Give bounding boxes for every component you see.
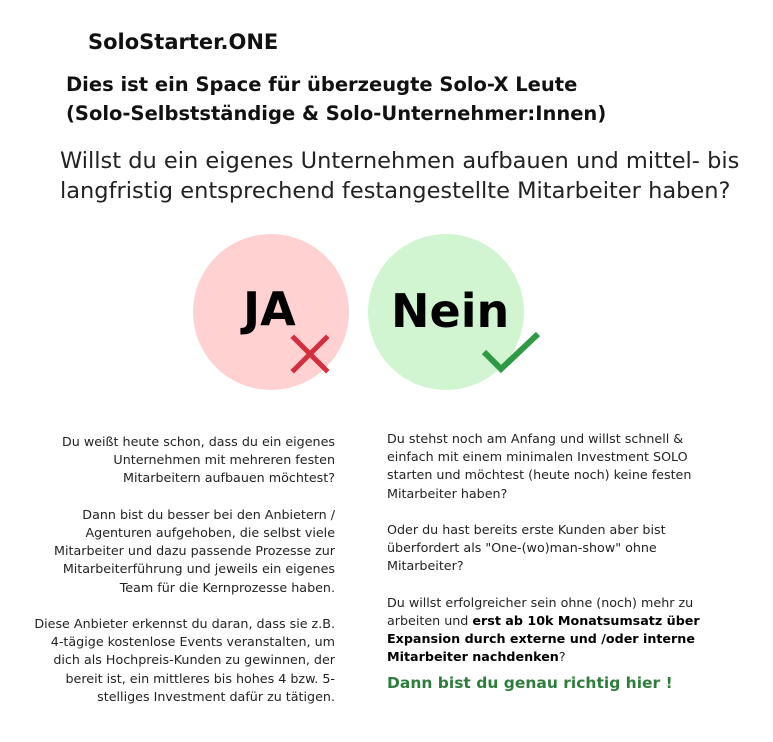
text-line: Oder du hast bereits erste Kunden aber bist [387,522,666,537]
text-line: dich als Hochpreis-Kunden zu gewinnen, der [53,652,335,668]
text-line: Du stehst noch am Anfang und willst schnell & [387,431,684,446]
text-line: Du willst erfolgreicher sein ohne (noch) mehr zu [387,594,694,610]
text-line: Mitarbeiter haben? [387,485,508,501]
text-line: einfach mit einem minimalen Investment SOLO [387,449,688,465]
text-line: Mitarbeiter? [387,558,464,574]
text-line: Diese Anbieter erkennst du daran, dass sie z.B. [34,616,335,631]
text-line: Mitarbeiter und dazu passende Prozesse zur [54,543,335,559]
bold-text: Expansion durch externe und /oder interne [387,631,695,647]
right-paragraph-3 [387,594,747,667]
text-line: Mitarbeitern aufbauen möchtest? [123,470,335,486]
text-line: Dann bist du besser bei den Anbietern / [82,506,335,522]
text-line: Agenturen aufgehoben, die selbst viele [85,525,335,540]
tagline-line-2: (Solo-Selbstständige & Solo-Unternehmer:Innen) [66,102,607,125]
bold-text: erst ab 10k Monatsumsatz über [472,613,700,628]
text-line: stelliges Investment dafür zu tätigen. [97,688,335,704]
tagline [66,70,606,128]
main-question [60,146,750,206]
text-line: überfordert als "One-(wo)man-show" ohne [387,540,657,556]
right-column [387,430,747,685]
question-line-1: Willst du ein eigenes Unternehmen aufbauen und mittel- bis [60,148,740,174]
left-column [20,433,335,724]
text-line: Team für die Kernprozesse haben. [119,579,335,595]
text-line: 4-tägige kostenlose Events veranstalten, um [50,634,335,650]
right-paragraph-2 [387,521,747,576]
brand-title: SoloStarter.ONE [88,30,279,54]
left-paragraph-1 [20,433,335,488]
text-line: Du weißt heute schon, dass du ein eigenes [61,434,335,449]
left-paragraph-3 [20,615,335,706]
right-paragraph-1 [387,430,747,503]
text-line: arbeiten und [387,613,473,628]
tagline-line-1: Dies ist ein Space für überzeugte Solo-X Leute [66,73,578,96]
question-line-2: langfristig entsprechend festangestellte Mitarbeiter haben? [60,178,731,204]
text-line: bereit ist, ein mittleres bis hohes 4 bzw. 5- [65,670,335,686]
text-line: ? [558,649,566,665]
check-icon [480,328,542,378]
nein-label: Nein [391,284,510,338]
text-line: starten und möchtest (heute noch) keine festen [387,467,692,483]
call-to-action: Dann bist du genau richtig hier ! [387,674,673,692]
ja-label: JA [243,282,296,336]
bold-text: Mitarbeiter nachdenken [387,649,559,665]
text-line: Mitarbeiterführung und jeweils ein eigenes [62,561,335,577]
text-line: Unternehmen mit mehreren festen [113,452,335,468]
x-icon [290,334,330,374]
left-paragraph-2 [20,506,335,597]
